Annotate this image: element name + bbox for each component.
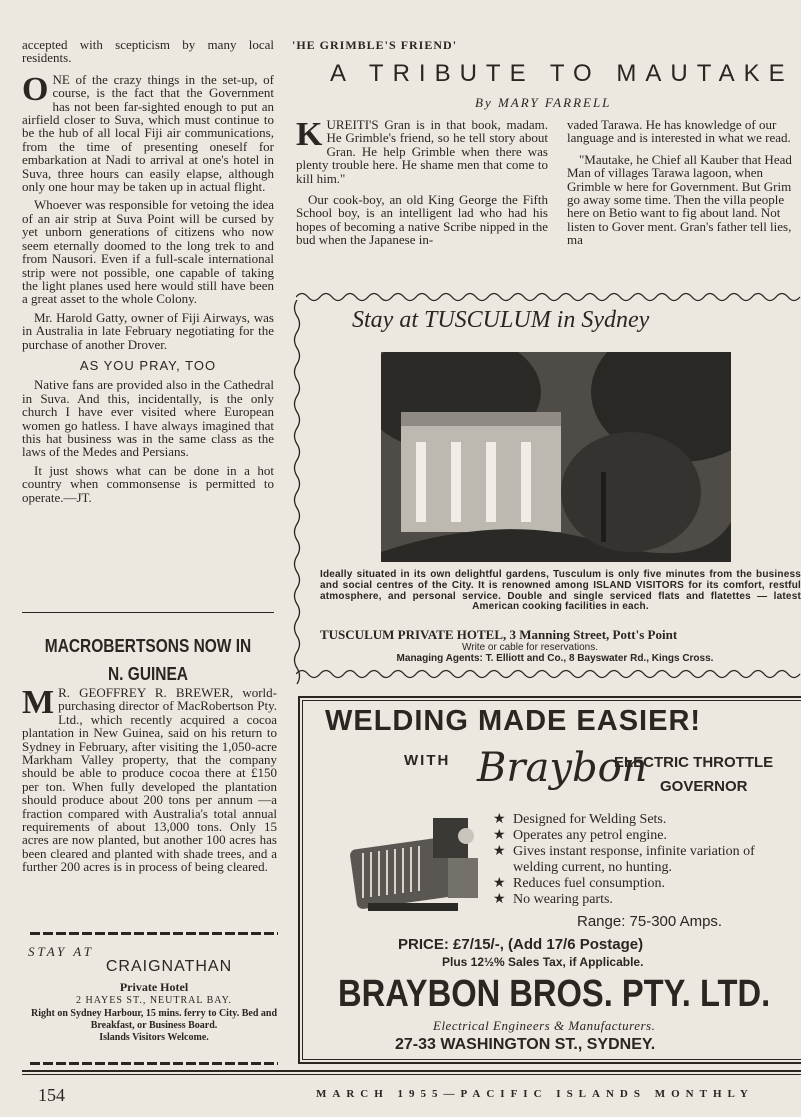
braybon-price: PRICE: £7/15/-, (Add 17/6 Postage) (398, 936, 644, 953)
tusculum-headline (352, 307, 649, 334)
paragraph: R. GEOFFREY R. BREWER, world-purchasing director of MacRobertson Pty. Ltd., which recently acquired a cocoa plantation in New Guinea, said on his return to Sydney in February, after visiting the 1,050-acre Markham Valley property, that the company should be able to produce cocoa there at £150 per ton. When fully developed the plantation should produce about 200 tons per annum —a fraction compared with Australia's total annual requirements of about 13,000 tons. Only 15 acres are now planted, but another 100 acres has been cleared and planted with shade trees, and a further 200 acres is in process of being cleared. (22, 685, 277, 875)
ad-border-top (30, 932, 278, 935)
feature-item (493, 844, 801, 876)
article-body (22, 686, 277, 879)
drop-cap: O (22, 70, 49, 108)
feature-text: Gives instant response, infinite variation of welding current, no hunting. (513, 844, 755, 875)
paragraph: Whoever was responsible for vetoing the idea of an air strip at Suva Point will be cursed by yet unborn generations of citizens who now seem eternally doomed to the long trek to and from Nausori. Even if a full-scale international strip were not possible, one capable of taking the light planes used here would still have been a great asset to the whole Colony. (22, 197, 274, 307)
tribute-col2 (567, 118, 801, 252)
governor-image (338, 808, 493, 923)
braybon-company: BRAYBON BROS. PTY. LTD. (338, 973, 771, 1015)
star-icon: ★ (493, 812, 506, 827)
tusculum-description: Ideally situated in its own delightful gardens, Tusculum is only five minutes from the business and social centres of the City. It is renowned among ISLAND VISITORS for its comfort, restful atmosphere, and personal service. Double and single serviced flats and flatettes — latest American cooking facilities in each. (320, 569, 801, 613)
issue-line: MARCH 1955—PACIFIC ISLANDS MONTHLY (316, 1088, 754, 1100)
intro-text: accepted with scepticism by many local residents. (22, 37, 274, 66)
hotel-type: Private Hotel (119, 980, 189, 994)
ad-border-bottom (30, 1062, 278, 1065)
feature-item (493, 892, 801, 908)
tusculum-agents: Managing Agents: T. Elliott and Co., 8 Bayswater Rd., Kings Cross. (396, 653, 714, 664)
braybon-with: WITH (404, 752, 451, 769)
drop-cap: K (296, 116, 323, 153)
hotel-welcome: Islands Visitors Welcome. (99, 1032, 209, 1043)
star-icon: ★ (493, 844, 506, 859)
left-column (22, 38, 274, 509)
tusculum-reservations: Write or cable for reservations. (462, 642, 598, 653)
tribute-col1 (296, 118, 548, 252)
braybon-tax: Plus 12½% Sales Tax, if Applicable. (442, 955, 644, 969)
star-icon: ★ (493, 892, 506, 907)
hotel-photo-illustration (381, 352, 731, 562)
feature-text: No wearing parts. (513, 892, 613, 907)
paragraph: "Mautake, he Chief all Kauber that Head Man of villages Tarawa lagoon, when Grimble w here for Government. But Grim go away some time. Then the villa people here on Betio want to fig about land. Not listen to Gover ment. Gran's father tell lies, ma (567, 151, 792, 248)
braybon-features (493, 812, 801, 908)
feature-text: Designed for Welding Sets. (513, 812, 667, 827)
paragraph: vaded Tarawa. He has knowledge of our language and is interested in what we read. (567, 118, 791, 146)
braybon-headline: WELDING MADE EASIER! (325, 705, 702, 737)
feature-item (493, 876, 801, 892)
star-icon: ★ (493, 828, 506, 843)
braybon-range: Range: 75-300 Amps. (577, 913, 723, 930)
braybon-brand: Braybon (477, 745, 648, 791)
paragraph: Native fans are provided also in the Cathedral in Suva. And this, incidentally, is the only church I have ever visited where European women go hatless. I have always imagined that this hat business was in the same class as the laws of the Medes and Persians. (22, 377, 274, 460)
footer-rule-thin (22, 1074, 801, 1075)
byline: By MARY FARRELL (475, 95, 612, 110)
drop-cap: M (22, 684, 55, 721)
star-icon: ★ (493, 876, 506, 891)
paragraph: NE of the crazy things in the set-up, of course, is the fact that the Government has not been far-sighted enough to put an airfield closer to Suva, which must continue to be the hub of all local Fiji air communications, from the time of presenting oneself for embarkation at Nadi to arrival at one's hotel in Suva, three hours can easily elapse, although only one hour may be taken up in actual flight. (22, 71, 274, 195)
braybon-product-line1: ELECTRIC THROTTLE (614, 754, 774, 771)
paragraph: UREITI'S Gran is in that book, madam. He Grimble's friend, so he tell story about Gran. He help Grimble when there was plenty trouble here. He shame men that come to kill him." (296, 117, 548, 186)
feature-text: Operates any petrol engine. (513, 828, 667, 843)
divider (22, 612, 274, 613)
hotel-photo (381, 352, 731, 562)
headline-text: Stay at TUSCULUM in Sydney (352, 307, 650, 333)
braybon-address: 27-33 WASHINGTON ST., SYDNEY. (395, 1036, 656, 1053)
tusculum-address: TUSCULUM PRIVATE HOTEL, 3 Manning Street, Pott's Point (320, 627, 678, 642)
feature-item (493, 812, 801, 828)
craignathan-ad (28, 944, 280, 1043)
subheading: AS YOU PRAY, TOO (79, 357, 217, 373)
article-title: A TRIBUTE TO MAUTAKE (330, 60, 794, 87)
hotel-details: Right on Sydney Harbour, 15 mins. ferry to City. Bed and Breakfast, or Business Board. (30, 1008, 278, 1031)
paragraph: Our cook-boy, an old King George the Fifth School boy, is an intelligent lad who had his hopes of becoming a native Scribe nipped in the bud when the Japanese in- (296, 192, 548, 248)
paragraph: It just shows what can be done in a hot country when commonsense is permitted to operate.—JT. (22, 462, 274, 505)
wave-border-top (296, 290, 801, 304)
article-kicker: 'HE GRIMBLE'S FRIEND' (292, 38, 458, 52)
feature-item (493, 828, 801, 844)
braybon-tagline: Electrical Engineers & Manufacturers. (433, 1018, 656, 1033)
hotel-name: CRAIGNATHAN (105, 958, 233, 975)
footer-rule (22, 1070, 801, 1072)
hotel-address: 2 HAYES ST., NEUTRAL BAY. (75, 995, 233, 1006)
braybon-product-line2: GOVERNOR (660, 778, 748, 795)
stay-at: STAY AT (28, 944, 94, 959)
wave-border-bottom (296, 667, 801, 681)
feature-text: Reduces fuel consumption. (513, 876, 666, 891)
article-headline: MACROBERTSONS NOW IN N. GUINEA (44, 636, 252, 684)
page-number: 154 (38, 1085, 65, 1105)
wave-border-left (292, 300, 302, 685)
paragraph: Mr. Harold Gatty, owner of Fiji Airways, was in Australia in late February negotiating for the purchase of another Drover. (22, 309, 274, 352)
